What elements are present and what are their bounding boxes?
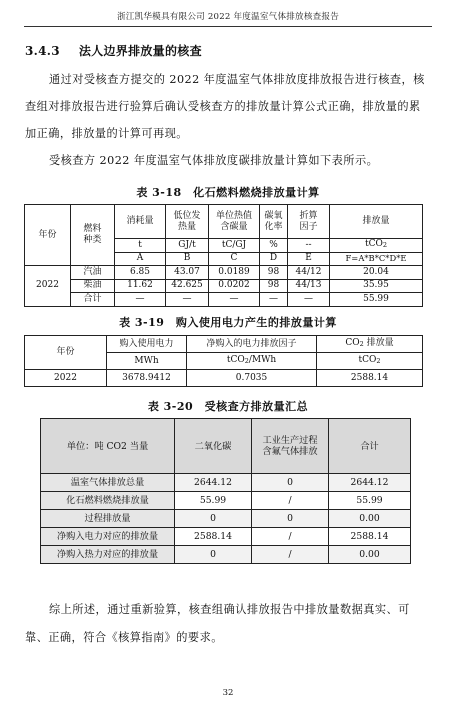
t18-cell: 11.62 [115, 279, 166, 293]
t19-cell: 0.7035 [187, 370, 317, 387]
t20-cell: 55.99 [175, 492, 252, 510]
t18-cell: 0.0189 [209, 266, 260, 280]
t18-letter-c: C [209, 252, 260, 266]
t18-cell: 43.07 [166, 266, 209, 280]
t20-header-total: 合计 [329, 419, 411, 474]
table-row [25, 266, 423, 280]
t18-year: 2022 [25, 266, 71, 307]
t18-header-emission: 排放量 [330, 205, 423, 239]
table20-caption: 表 3-20 受核查方排放量汇总 [147, 400, 309, 413]
t20-cell: 2588.14 [175, 528, 252, 546]
t18-cell: 98 [260, 266, 288, 280]
table-row [41, 510, 411, 528]
t19-unit-emission: tCO2 [317, 353, 423, 370]
t18-header-consumption: 消耗量 [115, 205, 166, 239]
t18-cell: 20.04 [330, 266, 423, 280]
t18-cell: 柴油 [71, 279, 115, 293]
t20-cell: 0 [175, 546, 252, 564]
t19-cell: 2588.14 [317, 370, 423, 387]
t18-cell: — [115, 293, 166, 307]
t19-cell: 3678.9412 [107, 370, 187, 387]
t20-header-unit: 单位：吨 CO2 当量 [41, 419, 175, 474]
t19-unit-factor: tCO2/MWh [187, 353, 317, 370]
section-title: 法人边界排放量的核查 [78, 44, 202, 58]
paragraph-table-intro: 受核查方 2022 年度温室气体排放度碳排放量计算如下表所示。 [49, 154, 379, 167]
t20-row-label: 净购入热力对应的排放量 [41, 546, 175, 564]
t20-cell: 0 [252, 474, 329, 492]
t18-unit-consumption: t [115, 239, 166, 253]
t19-cell: 2022 [25, 370, 107, 387]
section-heading [25, 42, 202, 59]
t20-cell: 55.99 [329, 492, 411, 510]
t18-cell: 35.95 [330, 279, 423, 293]
table-row [41, 546, 411, 564]
section-number: 3.4.3 [25, 44, 60, 58]
table18-caption: 表 3-18 化石燃料燃烧排放量计算 [136, 186, 320, 199]
t20-header-fgas: 工业生产过程含氟气体排放 [252, 419, 329, 474]
t18-unit-ncv: GJ/t [166, 239, 209, 253]
t19-header-year: 年份 [25, 336, 107, 370]
t18-cell: 42.625 [166, 279, 209, 293]
t18-header-year: 年份 [25, 205, 71, 266]
t20-cell: 0 [252, 510, 329, 528]
t19-header-factor: 净购入的电力排放因子 [187, 336, 317, 353]
t18-cell: 55.99 [330, 293, 423, 307]
t20-row-label: 温室气体排放总量 [41, 474, 175, 492]
t20-row-label: 化石燃料燃烧排放量 [41, 492, 175, 510]
t19-header-purchased: 购入使用电力 [107, 336, 187, 353]
t20-cell: / [252, 546, 329, 564]
t18-cell: 44/12 [288, 266, 330, 280]
t18-unit-oxidation: % [260, 239, 288, 253]
page-number: 32 [222, 688, 234, 698]
t18-header-carbon: 单位热值含碳量 [209, 205, 260, 239]
table-row [41, 474, 411, 492]
table-row [25, 279, 423, 293]
t20-cell: 2644.12 [175, 474, 252, 492]
t18-letter-e: E [288, 252, 330, 266]
t18-unit-emission: tCO2 [330, 239, 423, 253]
paragraph-verification: 通过对受核查方提交的 2022 年度温室气体排放度排放报告进行核查，核查组对排放报告进行验算后确认受核查方的排放量计算公式正确，排放量的累加正确，排放量的计算可再现。 [25, 73, 425, 140]
t18-cell: 汽油 [71, 266, 115, 280]
table-row [25, 293, 423, 307]
t18-cell: 44/13 [288, 279, 330, 293]
page-header: 浙江凯华模具有限公司 2022 年度温室气体排放核查报告 [24, 10, 432, 27]
t18-unit-conversion: -- [288, 239, 330, 253]
t18-letter-b: B [166, 252, 209, 266]
t18-header-oxidation: 碳氧化率 [260, 205, 288, 239]
t20-row-label: 净购入电力对应的排放量 [41, 528, 175, 546]
table-row [41, 528, 411, 546]
t18-header-ncv: 低位发热量 [166, 205, 209, 239]
t20-row-label: 过程排放量 [41, 510, 175, 528]
electricity-emission-table [24, 335, 423, 387]
t18-cell: 6.85 [115, 266, 166, 280]
t20-cell: / [252, 492, 329, 510]
t18-cell: 0.0202 [209, 279, 260, 293]
t20-cell: 0 [175, 510, 252, 528]
t18-cell: — [166, 293, 209, 307]
fossil-fuel-emission-table [24, 204, 423, 307]
table19-caption: 表 3-19 购入使用电力产生的排放量计算 [119, 316, 337, 329]
t20-cell: 2644.12 [329, 474, 411, 492]
t18-formula: F=A*B*C*D*E [330, 252, 423, 266]
table-row [41, 492, 411, 510]
t18-header-fuel: 燃料种类 [71, 205, 115, 266]
t18-cell: 98 [260, 279, 288, 293]
t19-unit-purchased: MWh [107, 353, 187, 370]
t18-cell: 合计 [71, 293, 115, 307]
t18-header-conversion: 折算因子 [288, 205, 330, 239]
t18-cell: — [288, 293, 330, 307]
t20-cell: 2588.14 [329, 528, 411, 546]
emission-summary-table [40, 418, 411, 564]
t18-cell: — [209, 293, 260, 307]
t20-cell: 0.00 [329, 546, 411, 564]
t18-unit-carbon: tC/GJ [209, 239, 260, 253]
t20-cell: / [252, 528, 329, 546]
t18-letter-d: D [260, 252, 288, 266]
table-row [25, 370, 423, 387]
t20-cell: 0.00 [329, 510, 411, 528]
t20-header-co2: 二氧化碳 [175, 419, 252, 474]
t18-letter-a: A [115, 252, 166, 266]
t18-cell: — [260, 293, 288, 307]
paragraph-conclusion: 综上所述，通过重新验算，核查组确认排放报告中排放量数据真实、可靠、正确，符合《核算指南》的要求。 [25, 603, 410, 644]
t19-header-emission: CO2 排放量 [317, 336, 423, 353]
